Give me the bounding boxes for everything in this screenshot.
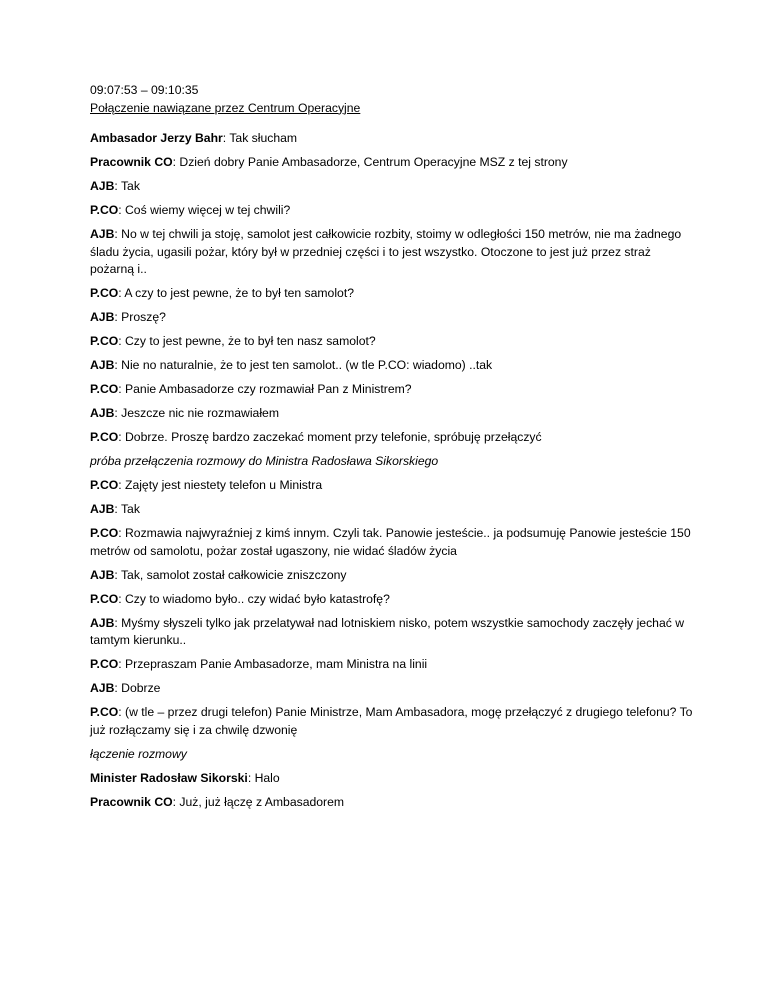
speaker-name: Pracownik CO <box>90 794 173 809</box>
transcript-line <box>90 178 698 196</box>
speaker-name: P.CO <box>90 203 119 217</box>
utterance-text: : Jeszcze nic nie rozmawiałem <box>114 406 279 420</box>
transcript-line <box>90 357 698 375</box>
transcript-line <box>90 525 698 560</box>
transcript-line <box>90 226 698 279</box>
utterance-text: : Dobrze <box>114 681 161 695</box>
transcript-line <box>90 704 698 739</box>
speaker-name: AJB <box>90 502 115 516</box>
speaker-name: AJB <box>90 310 115 324</box>
speaker-name: AJB <box>90 179 115 193</box>
utterance-text: : Halo <box>247 770 280 785</box>
transcript <box>90 130 698 811</box>
transcript-note: łączenie rozmowy <box>90 746 187 761</box>
utterance-text: : Czy to wiadomo było.. czy widać było katastrofę? <box>118 591 390 606</box>
speaker-name: AJB <box>90 681 115 695</box>
transcript-line <box>90 381 698 399</box>
utterance-text: : Tak słucham <box>222 131 298 145</box>
header-spacer <box>90 117 698 130</box>
utterance-text: : No w tej chwili ja stoję, samolot jest całkowicie rozbity, stoimy w odległości 150 metrów, nie ma żadnego śladu życia, ugasili pożar, który był w przedniej części i to jest wszystko. Otoczone to jest już przez straż pożarną i.. <box>90 227 682 276</box>
speaker-name: P.CO <box>90 705 119 719</box>
transcript-line <box>90 794 698 812</box>
speaker-name: P.CO <box>90 430 119 444</box>
transcript-line <box>90 477 698 495</box>
speaker-name: P.CO <box>90 478 119 492</box>
speaker-name: AJB <box>90 615 115 630</box>
call-subtitle: Połączenie nawiązane przez Centrum Operacyjne <box>90 100 361 115</box>
speaker-name: P.CO <box>90 657 119 671</box>
utterance-text: : Panie Ambasadorze czy rozmawiał Pan z Ministrem? <box>118 382 412 396</box>
speaker-name: AJB <box>90 567 115 582</box>
utterance-text: : Tak <box>114 179 140 193</box>
transcript-line <box>90 680 698 698</box>
transcript-line <box>90 130 698 148</box>
utterance-text: : Coś wiemy więcej w tej chwili? <box>118 203 291 217</box>
utterance-text: : Proszę? <box>114 310 166 324</box>
speaker-name: Minister Radosław Sikorski <box>90 770 248 785</box>
speaker-name: AJB <box>90 406 115 420</box>
time-range: 09:07:53 – 09:10:35 <box>90 83 199 97</box>
speaker-name: P.CO <box>90 286 119 300</box>
utterance-text: : Tak, samolot został całkowicie zniszczony <box>114 567 347 582</box>
transcript-line <box>90 333 698 351</box>
speaker-name: P.CO <box>90 526 119 540</box>
transcript-line <box>90 429 698 447</box>
utterance-text: : Nie no naturalnie, że to jest ten samolot.. (w tle P.CO: wiadomo) ..tak <box>114 358 493 372</box>
transcript-line <box>90 309 698 327</box>
transcript-line <box>90 405 698 423</box>
speaker-name: P.CO <box>90 334 119 348</box>
speaker-name: P.CO <box>90 382 119 396</box>
speaker-name: P.CO <box>90 591 119 606</box>
transcript-line <box>90 567 698 585</box>
utterance-text: : (w tle – przez drugi telefon) Panie Ministrze, Mam Ambasadora, mogę przełączyć z drugiego telefonu? To już rozłączamy się i za chwilę dzwonię <box>90 705 693 737</box>
transcript-line <box>90 615 698 650</box>
utterance-text: : Dobrze. Proszę bardzo zaczekać moment przy telefonie, spróbuję przełączyć <box>118 430 542 444</box>
utterance-text: : Przepraszam Panie Ambasadorze, mam Ministra na linii <box>118 657 428 671</box>
utterance-text: : A czy to jest pewne, że to był ten samolot? <box>118 286 354 300</box>
transcript-line <box>90 770 698 788</box>
transcript-note: próba przełączenia rozmowy do Ministra Radosława Sikorskiego <box>90 454 439 468</box>
transcript-line <box>90 285 698 303</box>
utterance-text: : Już, już łączę z Ambasadorem <box>172 794 345 809</box>
speaker-name: AJB <box>90 358 115 372</box>
speaker-name: AJB <box>90 227 115 241</box>
utterance-text: : Tak <box>114 502 140 516</box>
speaker-name: Ambasador Jerzy Bahr <box>90 131 223 145</box>
speaker-name: Pracownik CO <box>90 155 173 169</box>
transcript-line <box>90 202 698 220</box>
transcript-line <box>90 154 698 172</box>
utterance-text: : Myśmy słyszeli tylko jak przelatywał nad lotniskiem nisko, potem wszystkie samochody zaczęły jechać w tamtym kierunku.. <box>90 615 685 647</box>
utterance-text: : Zajęty jest niestety telefon u Ministra <box>118 478 323 492</box>
utterance-text: : Rozmawia najwyraźniej z kimś innym. Czyli tak. Panowie jesteście.. ja podsumuję Panowie jesteście 150 metrów od samolotu, pożar został ugaszony, nie widać śladów życia <box>90 526 691 558</box>
utterance-text: : Dzień dobry Panie Ambasadorze, Centrum Operacyjne MSZ z tej strony <box>172 155 568 169</box>
transcript-line <box>90 656 698 674</box>
transcript-line <box>90 501 698 519</box>
transcript-line <box>90 591 698 609</box>
utterance-text: : Czy to jest pewne, że to był ten nasz samolot? <box>118 334 376 348</box>
